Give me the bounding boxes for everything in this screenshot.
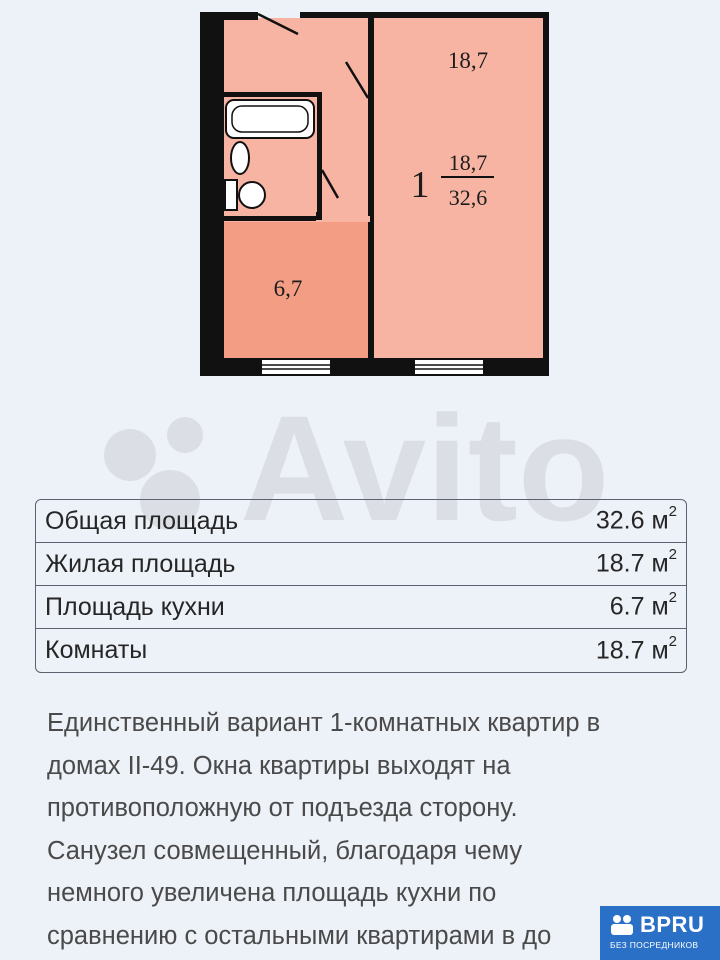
room-area-label: 18,7 bbox=[447, 48, 489, 73]
spec-label: Жилая площадь bbox=[45, 549, 236, 578]
spec-label: Площадь кухни bbox=[45, 592, 225, 621]
spec-value: 18.7 $м^2$ bbox=[595, 546, 677, 578]
bpru-badge[interactable] bbox=[600, 906, 720, 960]
wall-kitchen-top bbox=[224, 216, 316, 221]
description-line: Санузел совмещенный, благодаря чему bbox=[47, 836, 523, 865]
floor-plan bbox=[0, 0, 720, 390]
window-room bbox=[415, 360, 483, 374]
toilet-icon bbox=[225, 180, 265, 210]
description-line: немного увеличена площадь кухни по bbox=[47, 879, 497, 907]
wall-bottom bbox=[200, 358, 549, 376]
wall-left bbox=[200, 12, 224, 376]
sink-icon bbox=[231, 142, 249, 174]
description-line: домах II-49. Окна квартиры выходят на bbox=[47, 751, 511, 780]
total-area-label: 32,6 bbox=[448, 185, 488, 210]
spec-label: Общая площадь bbox=[45, 506, 239, 535]
wall-right bbox=[543, 12, 549, 376]
wall-bathroom-top bbox=[224, 92, 322, 97]
spec-value: 18.7 $м^2$ bbox=[595, 632, 677, 665]
spec-row-rooms bbox=[36, 629, 686, 672]
room-number-label: 1 bbox=[410, 164, 430, 206]
badge-name: BPRU bbox=[640, 912, 705, 937]
wall-top-right bbox=[300, 12, 549, 18]
area-specs-table bbox=[35, 499, 687, 673]
people-icon bbox=[610, 914, 634, 936]
wall-room-divider bbox=[368, 12, 374, 358]
living-area-label: 18,7 bbox=[448, 150, 488, 175]
badge-subtitle: БЕЗ ПОСРЕДНИКОВ bbox=[610, 940, 699, 950]
spec-value: 6.7 $м^2$ bbox=[609, 589, 677, 621]
description-line: противоположную от подъезда сторону. bbox=[47, 794, 518, 822]
spec-row-kitchen-area bbox=[36, 586, 686, 629]
spec-row-total-area bbox=[36, 500, 686, 543]
wall-bathroom-right bbox=[317, 92, 322, 220]
description-line: Единственный вариант 1-комнатных квартир в bbox=[47, 709, 601, 737]
description-line: сравнению с остальными квартирами в до bbox=[47, 921, 552, 950]
window-kitchen bbox=[262, 360, 330, 374]
spec-value: 32.6 $м^2$ bbox=[595, 503, 677, 535]
spec-label: Комнаты bbox=[45, 636, 148, 664]
spec-row-living-area bbox=[36, 543, 686, 586]
kitchen-area-label: 6,7 bbox=[273, 276, 303, 301]
watermark-text: Avito bbox=[240, 395, 610, 545]
wall-top-left bbox=[200, 12, 258, 20]
